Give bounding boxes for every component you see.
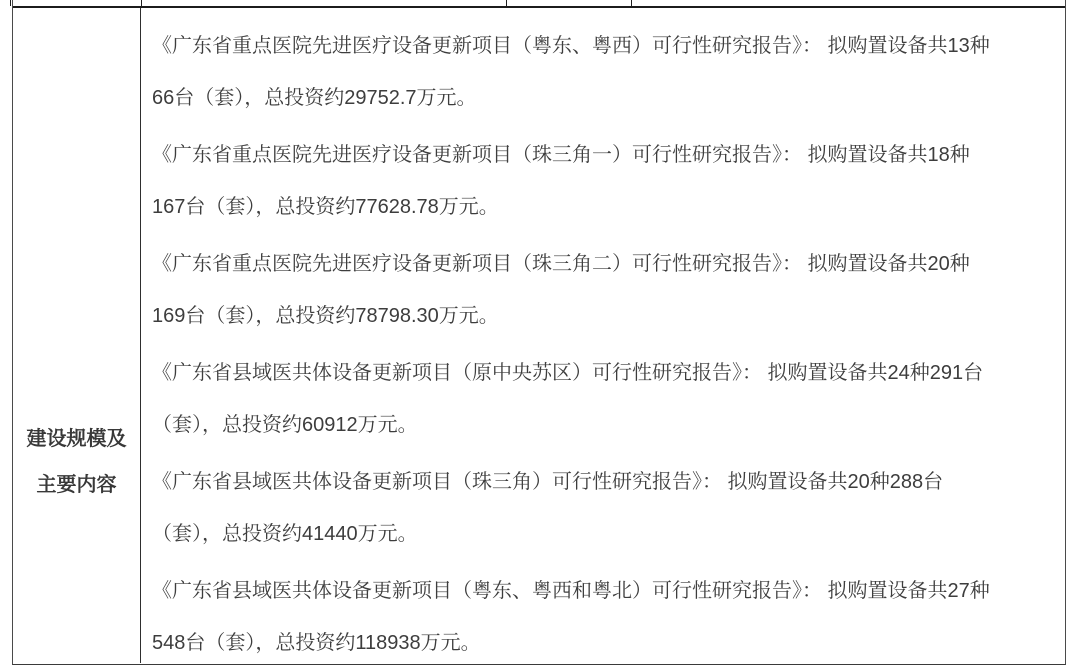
row-header-line-2: 主要内容 — [36, 474, 117, 496]
row-header-cell — [13, 8, 141, 663]
grid-line — [506, 0, 507, 6]
report-table — [12, 0, 1066, 665]
row-header-label — [13, 416, 140, 508]
row-content-cell — [141, 8, 1065, 663]
report-line: 《广东省重点医院先进医疗设备更新项目（珠三角二）可行性研究报告》： 拟购置设备共20种 — [152, 253, 970, 275]
report-line: 《广东省重点医院先进医疗设备更新项目（粤东、粤西）可行性研究报告》： 拟购置设备共13种 — [152, 35, 990, 57]
report-line: 《广东省县域医共体设备更新项目（原中央苏区）可行性研究报告》： 拟购置设备共24种291台 — [152, 362, 984, 384]
report-line: 66台（套），总投资约29752.7万元。 — [152, 87, 477, 109]
report-line: 169台（套），总投资约78798.30万元。 — [152, 305, 499, 327]
report-line: 548台（套），总投资约118938万元。 — [152, 632, 481, 654]
report-line: （套），总投资约60912万元。 — [152, 414, 418, 436]
report-paragraph — [152, 565, 1035, 663]
grid-line — [10, 0, 11, 6]
grid-line — [631, 0, 632, 6]
report-line: 《广东省县域医共体设备更新项目（粤东、粤西和粤北）可行性研究报告》： 拟购置设备共27种 — [152, 580, 990, 602]
report-paragraph — [152, 129, 1035, 233]
report-line: 167台（套），总投资约77628.78万元。 — [152, 196, 499, 218]
report-paragraph — [152, 20, 1035, 124]
report-line: （套），总投资约41440万元。 — [152, 523, 418, 545]
table-row — [13, 8, 1065, 663]
report-line: 《广东省重点医院先进医疗设备更新项目（珠三角一）可行性研究报告》： 拟购置设备共18种 — [152, 144, 970, 166]
row-header-line-1: 建设规模及 — [26, 428, 127, 450]
report-line: 《广东省县域医共体设备更新项目（珠三角）可行性研究报告》： 拟购置设备共20种288台 — [152, 471, 944, 493]
report-paragraph — [152, 238, 1035, 342]
report-paragraph — [152, 456, 1035, 560]
grid-line — [141, 0, 142, 6]
report-paragraph — [152, 347, 1035, 451]
previous-row-sliver — [13, 0, 1065, 8]
